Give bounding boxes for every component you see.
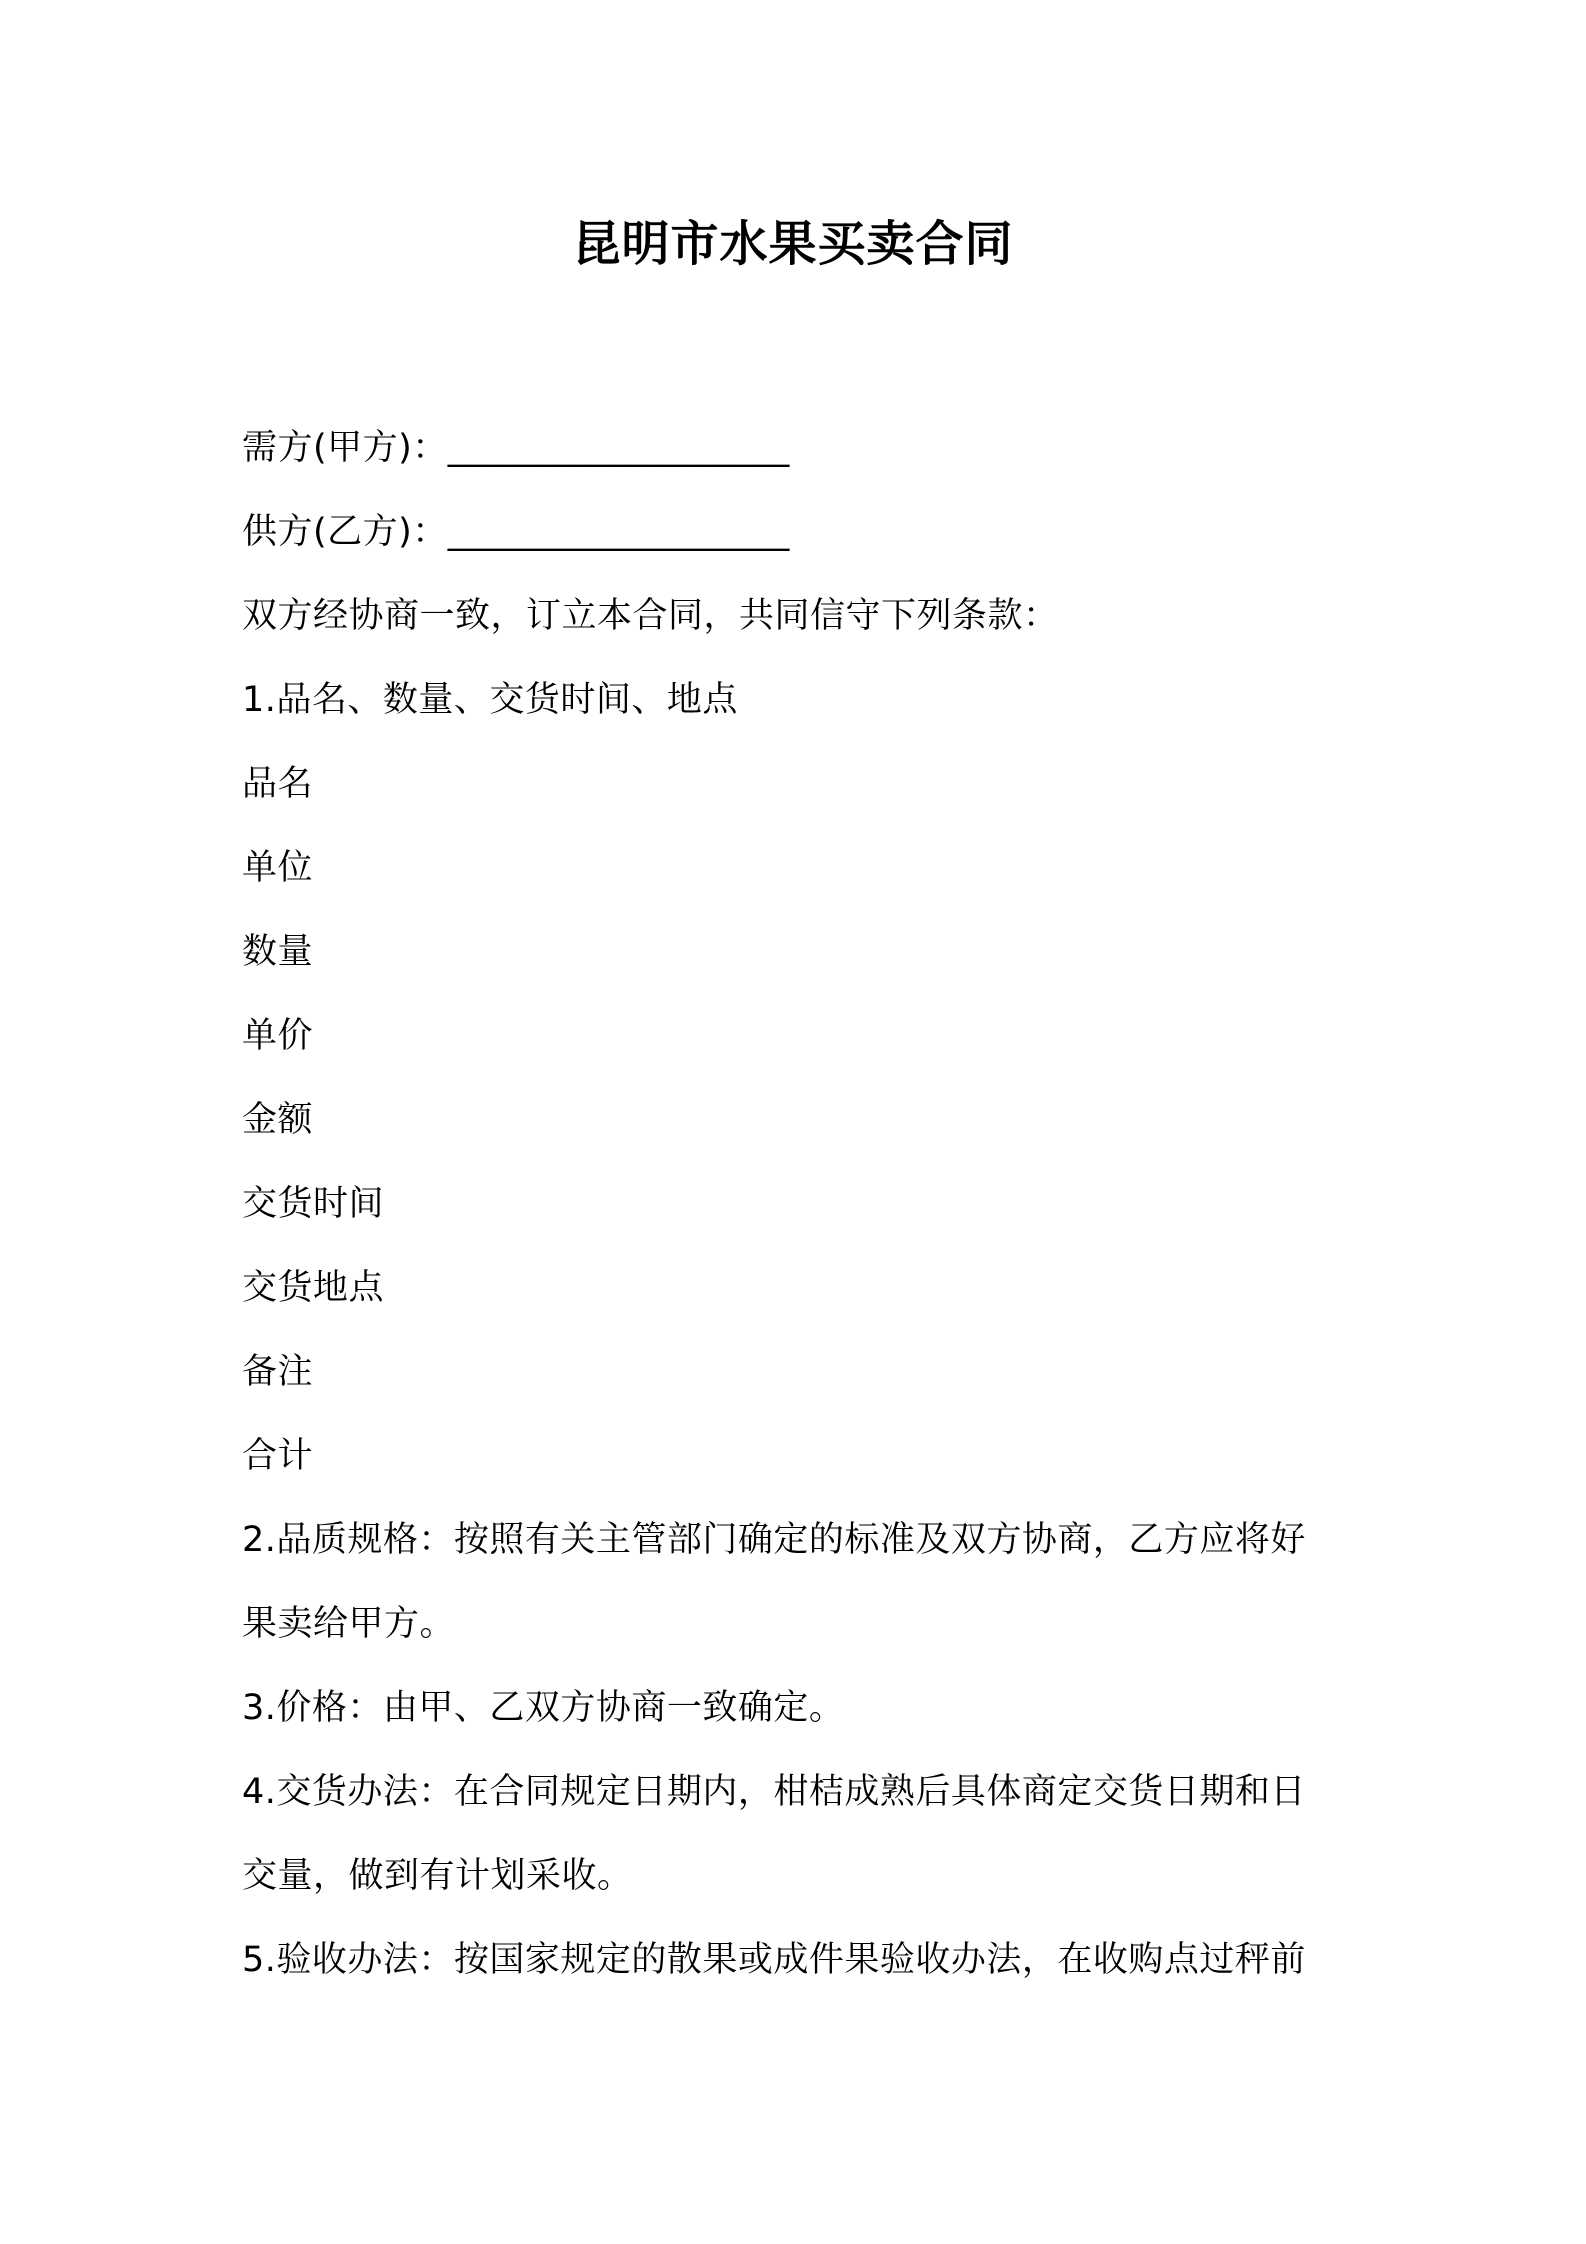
item-name-label: 品名 bbox=[242, 764, 314, 804]
demander-line: 需方(甲方)：___________________ bbox=[242, 428, 790, 468]
unit-label: 单位 bbox=[242, 848, 314, 888]
preamble-line: 双方经协商一致，订立本合同，共同信守下列条款： bbox=[242, 596, 1059, 636]
unit-price-label: 单价 bbox=[242, 1016, 314, 1056]
clause-1-heading: 1.品名、数量、交货时间、地点 bbox=[242, 680, 738, 720]
document-title: 昆明市水果买卖合同 bbox=[572, 216, 1014, 272]
clause-5-line-1: 5.验收办法：按国家规定的散果或成件果验收办法，在收购点过秤前 bbox=[242, 1940, 1306, 1980]
clause-3-line: 3.价格：由甲、乙双方协商一致确定。 bbox=[242, 1688, 845, 1728]
amount-label: 金额 bbox=[242, 1100, 314, 1140]
remarks-label: 备注 bbox=[242, 1352, 314, 1392]
total-label: 合计 bbox=[242, 1436, 314, 1476]
supplier-line: 供方(乙方)：___________________ bbox=[242, 512, 790, 552]
delivery-time-label: 交货时间 bbox=[242, 1184, 385, 1224]
clause-4-line-2: 交量，做到有计划采收。 bbox=[242, 1856, 633, 1896]
quantity-label: 数量 bbox=[242, 932, 314, 972]
document-body bbox=[242, 406, 1362, 2002]
clause-2-line-1: 2.品质规格：按照有关主管部门确定的标准及双方协商，乙方应将好 bbox=[242, 1520, 1306, 1560]
delivery-place-label: 交货地点 bbox=[242, 1268, 385, 1308]
clause-2-line-2: 果卖给甲方。 bbox=[242, 1604, 456, 1644]
clause-4-line-1: 4.交货办法：在合同规定日期内，柑桔成熟后具体商定交货日期和日 bbox=[242, 1772, 1306, 1812]
